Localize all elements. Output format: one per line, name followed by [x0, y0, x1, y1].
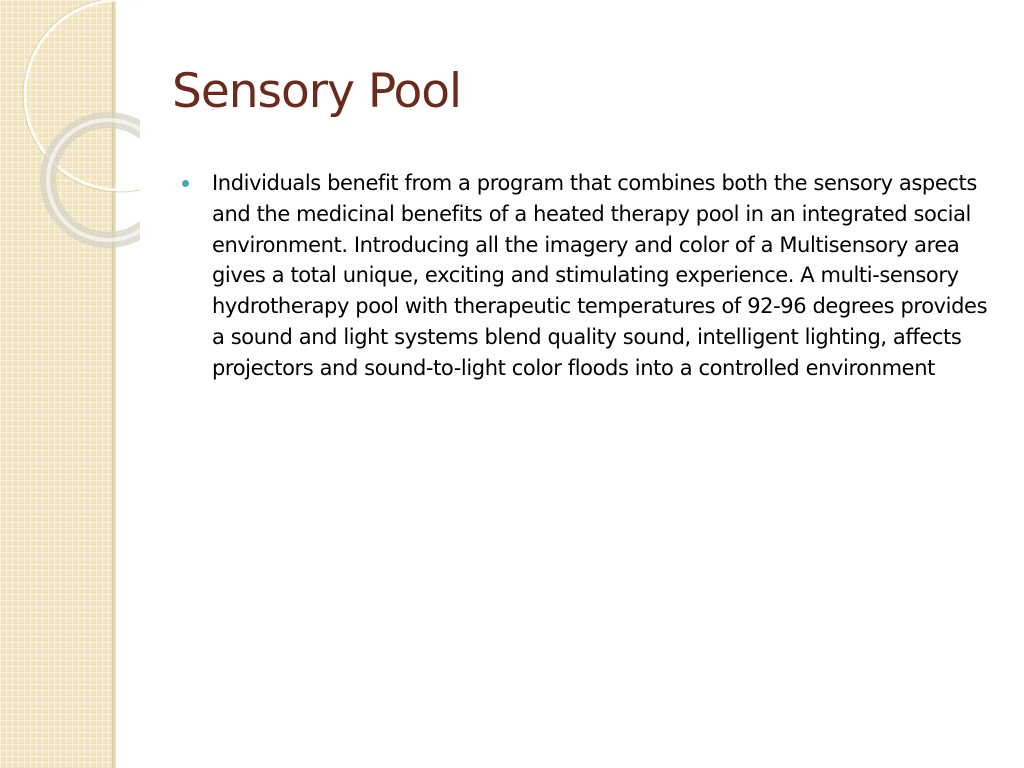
bullet-list	[180, 168, 1000, 384]
decorative-ring-small	[48, 120, 140, 240]
decorative-ring-large-shadow	[23, 0, 140, 192]
bullet-text: Individuals benefit from a program that combines both the sensory aspects and the medicinal benefits of a heated therapy pool in an integrated social environment. Introducing all the imagery and color of a Multisensory area gives a total unique, exciting and stimulating experience. A multi-sensory hydrotherapy pool with therapeutic temperatures of 92-96 degrees provides a sound and light systems blend quality sound, intelligent lighting, affects projectors and sound-to-light color floods into a controlled environment	[212, 171, 988, 380]
decorative-ring-large	[25, 0, 140, 190]
bullet-dot-icon	[182, 180, 189, 187]
slide-title: Sensory Pool	[172, 64, 462, 119]
bullet-item	[180, 168, 1000, 384]
decorative-rings	[0, 0, 140, 270]
slide-content	[180, 168, 1000, 384]
